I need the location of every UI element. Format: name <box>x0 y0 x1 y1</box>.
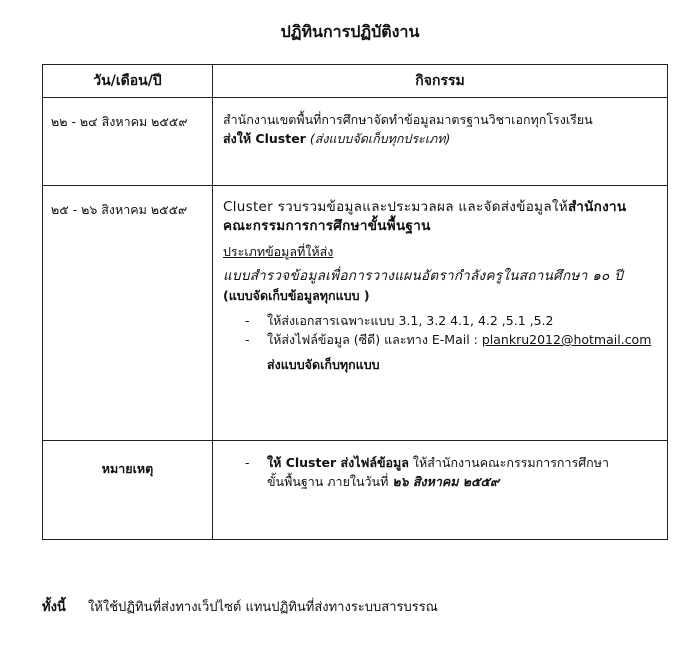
row2-para-bold2: คณะกรรมการการศึกษาขั้นพื้นฐาน <box>223 218 431 234</box>
page-title: ปฏิทินการปฏิบัติงาน <box>280 22 420 41</box>
row2-bullet2-text: ให้ส่งไฟล์ข้อมูล (ซีดี) และทาง E-Mail : <box>267 332 482 347</box>
list-item <box>245 453 657 472</box>
footer-text: ให้ใช้ปฏิทินที่ส่งทางเว็ปไซต์ แทนปฏิทินที่ส่งทางระบบสารบรรณ <box>87 600 438 615</box>
row1-line2 <box>223 129 657 148</box>
row3-note-line2 <box>267 472 657 491</box>
header-activity: กิจกรรม <box>213 65 668 98</box>
header-date: วัน/เดือน/ปี <box>43 65 213 98</box>
email-link[interactable]: plankru2012@hotmail.com <box>481 332 652 347</box>
table-header-row <box>43 65 668 98</box>
table-row <box>43 186 668 441</box>
bullet-dash: - <box>245 313 250 328</box>
row1-activity <box>213 98 668 186</box>
table-row <box>43 98 668 186</box>
row3-note-label: หมายเหตุ <box>43 441 213 540</box>
table-row <box>43 441 668 540</box>
row2-para-bold1: สำนักงาน <box>568 199 627 215</box>
schedule-table <box>42 64 668 540</box>
footer-note <box>42 596 438 617</box>
row1-date: ๒๒ - ๒๔ สิงหาคม ๒๕๕๙ <box>43 98 213 186</box>
row2-paragraph <box>223 198 657 217</box>
row3-note-bold: ให้ Cluster ส่งไฟล์ข้อมูล <box>267 455 409 470</box>
list-item <box>245 311 657 330</box>
list-item <box>245 330 657 349</box>
row1-send-note: (ส่งแบบจัดเก็บทุกประเภท) <box>309 131 451 146</box>
row2-types-heading: ประเภทข้อมูลที่ให้ส่ง <box>223 244 334 259</box>
row3-activity <box>213 441 668 540</box>
row2-activity <box>213 186 668 441</box>
bullet-dash: - <box>245 455 250 470</box>
row2-bullet1: ให้ส่งเอกสารเฉพาะแบบ 3.1, 3.2 4.1, 4.2 ,5.1 ,5.2 <box>267 313 554 328</box>
row2-para-normal: Cluster รวบรวมข้อมูลและประมวลผล และจัดส่งข้อมูลให้ <box>223 199 569 215</box>
footer-label: ทั้งนี้ <box>42 600 66 615</box>
row2-send-all: ส่งแบบจัดเก็บทุกแบบ <box>267 357 380 372</box>
row2-date: ๒๕ - ๒๖ สิงหาคม ๒๕๕๙ <box>43 186 213 441</box>
row3-note-date: ๒๖ สิงหาคม ๒๕๕๙ <box>392 474 500 489</box>
row1-send-cluster: ส่งให้ Cluster <box>223 131 306 146</box>
row3-note-text: ให้สำนักงานคณะกรรมการการศึกษา <box>408 455 609 470</box>
row2-survey-sub: (แบบจัดเก็บข้อมูลทุกแบบ ) <box>223 288 370 303</box>
row2-survey: แบบสำรวจข้อมูลเพื่อการวางแผนอัตรากำลังครูในสถานศึกษา ๑๐ ปี <box>223 268 624 284</box>
row1-line1: สำนักงานเขตพื้นที่การศึกษาจัดทำข้อมูลมาตรฐานวิชาเอกทุกโรงเรียน <box>223 112 593 127</box>
row3-note-line2-text: ขั้นพื้นฐาน ภายในวันที่ <box>267 474 393 489</box>
bullet-dash: - <box>245 332 250 347</box>
